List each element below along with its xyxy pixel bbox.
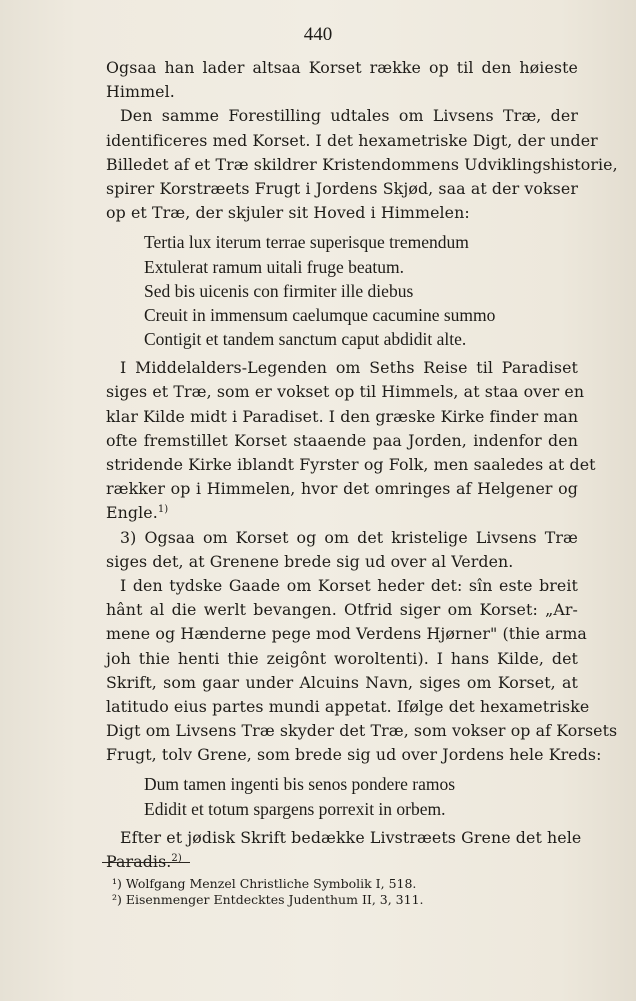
line-text: ofte fremstillet Korset staaende paa Jorden, indenfor den: [106, 430, 578, 450]
latin-verse-line: [106, 230, 578, 254]
text-line: [106, 647, 578, 671]
text-line: [106, 477, 578, 501]
line-text: op et Træ, der skjuler sit Hoved i Himmelen:: [106, 203, 470, 223]
line-text: rækker op i Himmelen, hvor det omringes af Helgener og: [106, 479, 578, 499]
line-text: Skrift, som gaar under Alcuins Navn, siges om Korset, at: [106, 672, 578, 692]
line-text: Himmel.: [106, 82, 175, 102]
text-line: [106, 356, 578, 380]
line-text: 3) Ogsaa om Korset og om det kristelige Livsens Træ: [120, 527, 578, 547]
footnote-1: ¹) Wolfgang Menzel Christliche Symbolik I, 518.: [112, 876, 417, 891]
text-line: [106, 201, 578, 225]
line-text: Tertia lux iterum terrae superisque tremendum: [144, 232, 469, 253]
latin-verse-line: [106, 327, 578, 351]
text-line: [106, 429, 578, 453]
line-text: Creuit in immensum caelumque cacumine summo: [144, 304, 496, 325]
text-line: [106, 177, 578, 201]
text-line: [106, 153, 618, 177]
text-line: [106, 405, 578, 429]
line-text: Engle.: [106, 503, 158, 523]
line-text: Edidit et totum spargens porrexit in orbem.: [144, 798, 446, 819]
line-text: Frugt, tolv Grene, som brede sig ud over Jordens hele Kreds:: [106, 745, 602, 765]
text-line: [106, 56, 578, 80]
latin-verse-line: [106, 772, 578, 796]
text-line: [106, 719, 618, 743]
line-text: Digt om Livsens Træ skyder det Træ, som vokser op af Korsets: [106, 721, 618, 741]
line-text: Efter et jødisk Skrift bedække Livstræets Grene det hele: [120, 827, 582, 847]
text-line: [106, 550, 578, 574]
page-number: 440: [303, 24, 333, 45]
line-text: klar Kilde midt i Paradiset. I den græske Kirke finder man: [106, 406, 579, 426]
line-text: Billedet af et Træ skildrer Kristendommens Udviklingshistorie,: [106, 154, 618, 174]
body-text: [106, 56, 618, 874]
line-text: Den samme Forestilling udtales om Livsens Træ, der: [120, 106, 578, 126]
text-line: [106, 826, 582, 850]
line-text: siges det, at Grenene brede sig ud over al Verden.: [106, 551, 514, 571]
line-text: identificeres med Korset. I det hexametriske Digt, der under: [106, 130, 598, 150]
line-text: Extulerat ramum uitali fruge beatum.: [144, 256, 404, 277]
line-text: Contigit et tandem sanctum caput abdidit alte.: [144, 329, 467, 350]
line-text: mene og Hænderne pege mod Verdens Hjørner" (thie arma: [106, 624, 587, 644]
footnote-rule: [102, 862, 190, 863]
latin-verse-line: [106, 797, 578, 821]
latin-verse-line: [106, 255, 578, 279]
text-line: [106, 104, 578, 128]
text-line: [106, 574, 578, 598]
line-text: I den tydske Gaade om Korset heder det: sîn este breit: [120, 575, 578, 595]
line-text: siges et Træ, som er vokset op til Himmels, at staa over en: [106, 382, 585, 402]
text-line: [106, 501, 578, 525]
line-text: Paradis.: [106, 852, 172, 871]
footnote-2: ²) Eisenmenger Entdecktes Judenthum II, 3, 311.: [112, 892, 424, 907]
text-line: [106, 598, 578, 622]
text-line: [106, 453, 596, 477]
footnote-marker: 1): [157, 504, 169, 516]
text-line: [106, 622, 587, 646]
text-line: [106, 380, 585, 404]
line-text: joh thie henti thie zeigônt woroltenti). I hans Kilde, det: [106, 648, 578, 668]
line-text: Sed bis uicenis con firmiter ille diebus: [144, 280, 414, 301]
latin-verse-line: [106, 279, 578, 303]
text-line: [106, 526, 578, 550]
line-text: Ogsaa han lader altsaa Korset række op til den høieste: [106, 58, 578, 77]
latin-verse-line: [106, 303, 578, 327]
line-text: I Middelalders-Legenden om Seths Reise til Paradiset: [120, 358, 578, 378]
text-line: [106, 695, 590, 719]
text-line: [106, 129, 598, 153]
text-line: [106, 743, 602, 767]
line-text: Dum tamen ingenti bis senos pondere ramos: [144, 774, 456, 795]
line-text: hânt al die werlt bevangen. Otfrid siger om Korset: „Ar-: [106, 600, 578, 620]
text-line: [106, 671, 578, 695]
text-line: [106, 80, 578, 104]
line-text: stridende Kirke iblandt Fyrster og Folk, men saaledes at det: [106, 455, 596, 474]
line-text: spirer Korstræets Frugt i Jordens Skjød, saa at der vokser: [106, 178, 578, 198]
line-text: latitudo eius partes mundi appetat. Ifølge det hexametriske: [106, 696, 590, 716]
footnote-marker: 2): [171, 853, 182, 864]
